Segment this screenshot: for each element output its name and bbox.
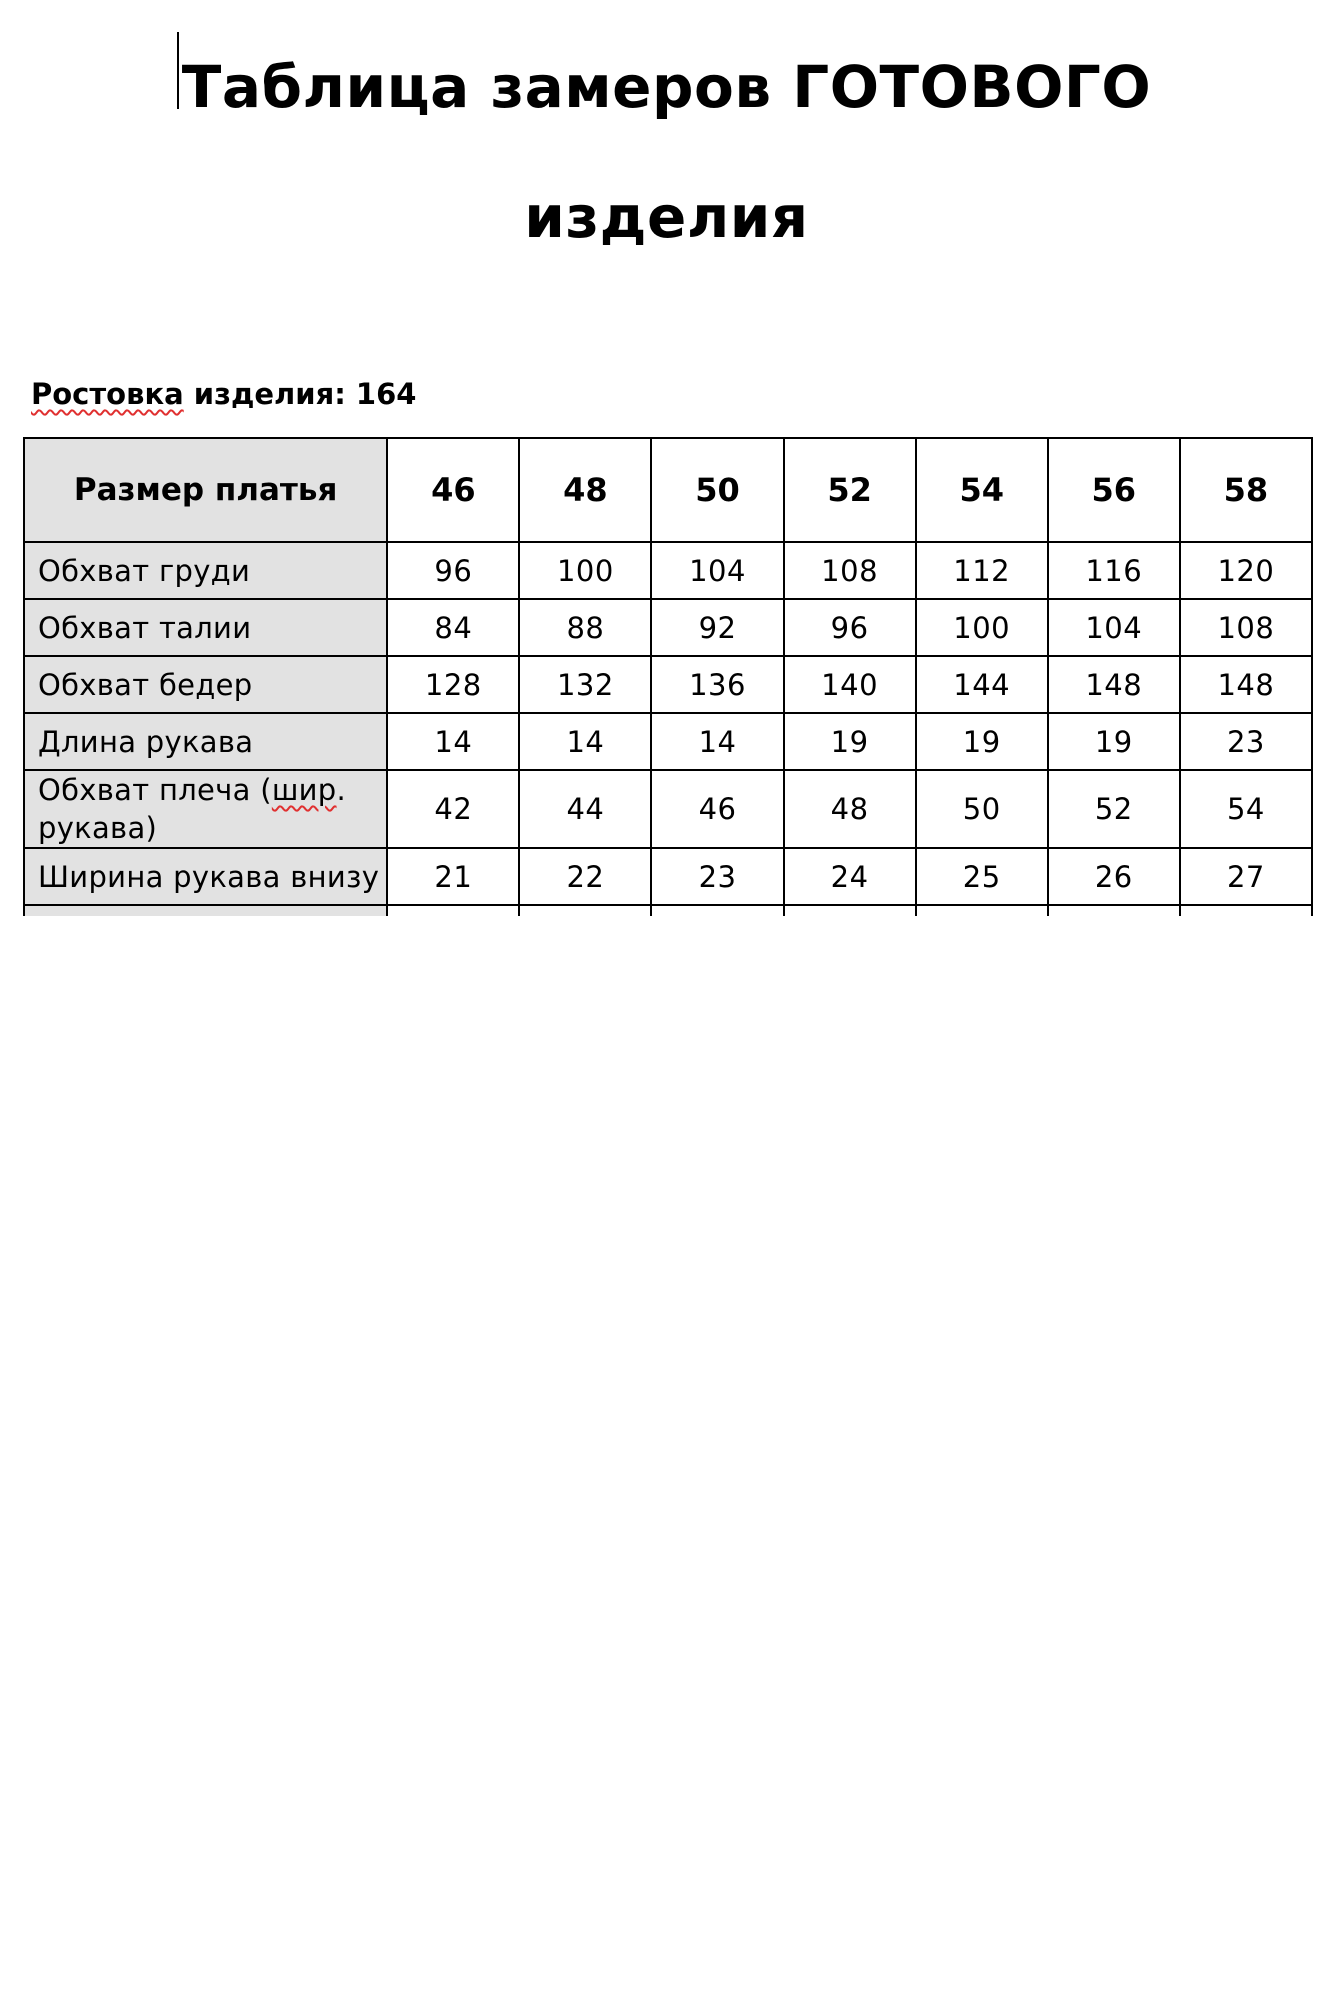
header-size-cell: 58 (1180, 438, 1312, 542)
table-cell: 116 (1048, 542, 1180, 599)
row-label: Ширина рукава внизу (24, 848, 387, 905)
height-note (31, 374, 416, 414)
table-cell: 48 (784, 770, 916, 848)
table-cell: 19 (1048, 713, 1180, 770)
table-cell: 25 (916, 848, 1048, 905)
table-cell: 22 (519, 848, 651, 905)
row-label (24, 770, 387, 848)
table-row (24, 713, 1312, 770)
row-label: Обхват бедер (24, 656, 387, 713)
table-cell: 88 (519, 599, 651, 656)
table-cell: 140 (784, 656, 916, 713)
table-cell: 92 (651, 599, 783, 656)
text-cursor (177, 32, 179, 109)
table-cell: 108 (1180, 599, 1312, 656)
table-cell: 132 (519, 656, 651, 713)
row-label-part: рукава) (38, 811, 158, 845)
table-cell: 26 (1048, 848, 1180, 905)
header-size-cell: 52 (784, 438, 916, 542)
table-cell: 144 (916, 656, 1048, 713)
table-row-cut-off (24, 905, 1312, 916)
table-cell: 19 (784, 713, 916, 770)
spellcheck-word: Ростовка (31, 377, 184, 411)
size-table (23, 437, 1313, 916)
header-size-label: Размер платья (24, 438, 387, 542)
table-cell (1180, 905, 1312, 916)
table-cell: 24 (784, 848, 916, 905)
table-cell: 21 (387, 848, 519, 905)
title-line-2: изделия (524, 183, 809, 251)
table-cell: 112 (916, 542, 1048, 599)
table-cell: 96 (387, 542, 519, 599)
table-cell: 50 (916, 770, 1048, 848)
height-note-text: изделия: 164 (183, 377, 417, 411)
table-cell: 104 (1048, 599, 1180, 656)
header-size-cell: 48 (519, 438, 651, 542)
table-cell (519, 905, 651, 916)
row-label: Обхват груди (24, 542, 387, 599)
table-cell: 23 (1180, 713, 1312, 770)
size-table-container (23, 437, 1313, 916)
table-cell: 96 (784, 599, 916, 656)
table-cell: 52 (1048, 770, 1180, 848)
table-cell: 44 (519, 770, 651, 848)
table-cell: 136 (651, 656, 783, 713)
table-cell: 14 (519, 713, 651, 770)
table-cell: 14 (651, 713, 783, 770)
table-cell: 100 (519, 542, 651, 599)
table-row (24, 656, 1312, 713)
row-label-part: Обхват плеча ( (38, 773, 272, 807)
title-line-1 (182, 22, 1151, 152)
table-cell: 54 (1180, 770, 1312, 848)
table-cell (784, 905, 916, 916)
row-label: Длина рукава (24, 713, 387, 770)
row-label-part: . (336, 773, 347, 807)
table-cell: 104 (651, 542, 783, 599)
table-cell: 84 (387, 599, 519, 656)
table-cell: 128 (387, 656, 519, 713)
table-cell: 14 (387, 713, 519, 770)
row-label: Обхват талии (24, 599, 387, 656)
table-cell: 23 (651, 848, 783, 905)
header-size-cell: 56 (1048, 438, 1180, 542)
table-cell: 148 (1048, 656, 1180, 713)
header-size-cell: 50 (651, 438, 783, 542)
table-cell: 46 (651, 770, 783, 848)
table-cell: 100 (916, 599, 1048, 656)
table-row (24, 770, 1312, 848)
table-header-row (24, 438, 1312, 542)
table-cell (651, 905, 783, 916)
table-cell: 27 (1180, 848, 1312, 905)
table-row (24, 542, 1312, 599)
table-row (24, 848, 1312, 905)
table-cell (1048, 905, 1180, 916)
header-size-cell: 46 (387, 438, 519, 542)
table-cell (387, 905, 519, 916)
row-label (24, 905, 387, 916)
title-line-1-text: Таблица замеров ГОТОВОГО (181, 53, 1152, 121)
table-cell: 42 (387, 770, 519, 848)
page-title (0, 22, 1333, 282)
table-cell: 108 (784, 542, 916, 599)
table-cell: 19 (916, 713, 1048, 770)
table-row (24, 599, 1312, 656)
spellcheck-word: шир (271, 773, 337, 807)
header-size-cell: 54 (916, 438, 1048, 542)
table-cell: 120 (1180, 542, 1312, 599)
table-cell: 148 (1180, 656, 1312, 713)
table-cell (916, 905, 1048, 916)
